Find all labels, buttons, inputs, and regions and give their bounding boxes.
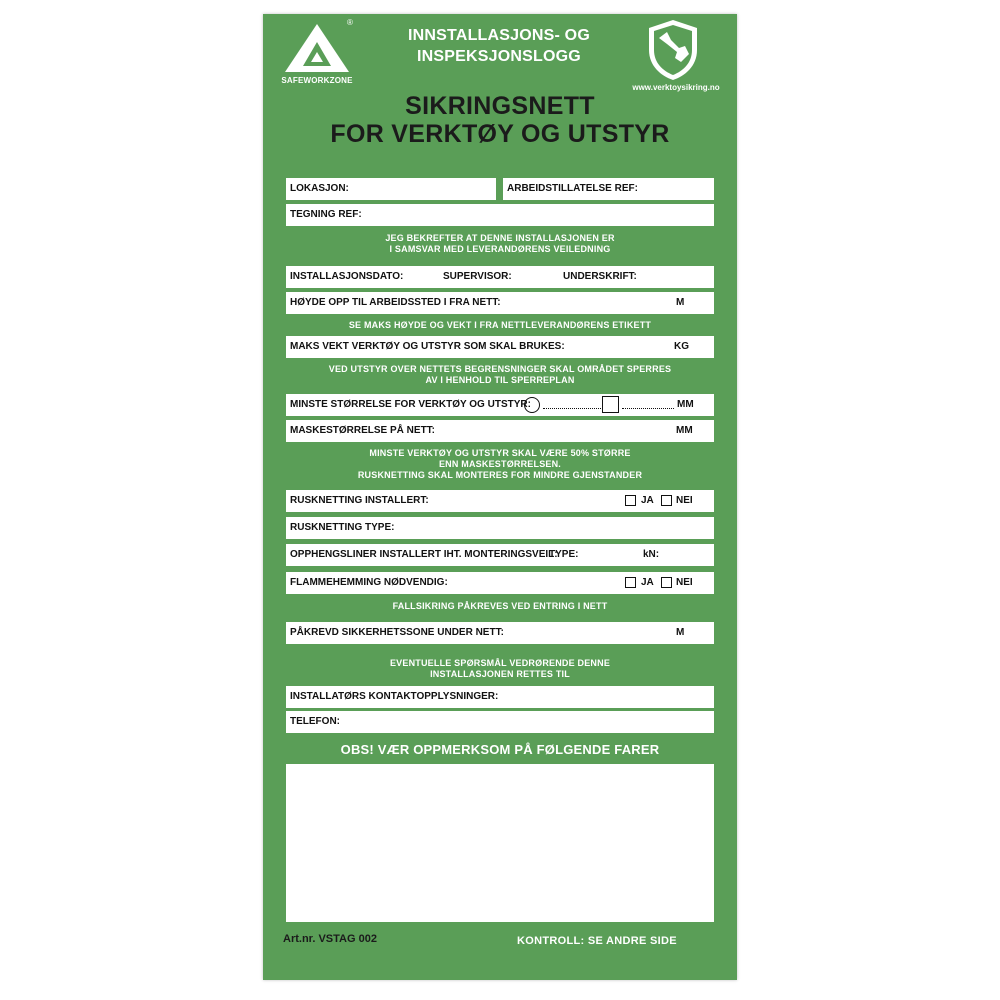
minste-storrelse-field[interactable] [286,394,714,416]
telefon-field[interactable] [286,711,714,733]
square-shape-icon [602,396,619,413]
maks-vekt-field[interactable] [286,336,714,358]
logo-text: SAFEWORKZONE [281,76,353,85]
underskrift-label: UNDERSKRIFT: [563,271,637,282]
main-title [263,92,737,148]
fallsikring-note: FALLSIKRING PÅKREVES VED ENTRING I NETT [392,601,608,611]
lokasjon-field[interactable] [286,178,496,200]
safeworkzone-logo [277,20,357,92]
rusknetting-type-field[interactable] [286,517,714,539]
article-number: Art.nr. VSTAG 002 [283,933,377,945]
kontroll-note: KONTROLL: SE ANDRE SIDE [517,935,677,947]
sikkerhetssone-label: PÅKREVD SIKKERHETSSONE UNDER NETT: [290,627,504,638]
rusknetting-nei-checkbox[interactable] [661,495,672,506]
header-title-line1: INNSTALLASJONS- OG [408,27,590,44]
hoyde-label: HØYDE OPP TIL ARBEIDSSTED I FRA NETT: [290,297,501,308]
main-title-line1: SIKRINGSNETT [405,92,595,120]
triangle-logo-icon [277,20,357,76]
opphengsliner-field[interactable] [286,544,714,566]
kontakt-field[interactable] [286,686,714,708]
maks-hoyde-note: SE MAKS HØYDE OG VEKT I FRA NETTLEVERANDØRENS ETIKETT [348,320,652,330]
installasjonsdato-label: INSTALLASJONSDATO: [290,271,404,282]
hoyde-field[interactable] [286,292,714,314]
flammehemming-nei-label: NEI [676,577,693,588]
maks-vekt-label: MAKS VEKT VERKTØY OG UTSTYR SOM SKAL BRUKES: [290,341,565,352]
opphengsliner-label: OPPHENGSLINER INSTALLERT IHT. MONTERINGSVEIL: [290,549,558,560]
arbeidstillatelse-field[interactable] [503,178,714,200]
hazard-notes-area[interactable] [286,764,714,922]
rusknetting-ja-label: JA [641,495,654,506]
telefon-label: TELEFON: [290,716,340,727]
flammehemming-field [286,572,714,594]
sperres-note [263,364,737,386]
shield-wrench-icon [645,18,701,82]
sikkerhetssone-field[interactable] [286,622,714,644]
flammehemming-nei-checkbox[interactable] [661,577,672,588]
maskestorrelse-unit: MM [676,425,693,436]
arbeidstillatelse-label: ARBEIDSTILLATELSE REF: [507,183,638,194]
minste-note-line1: MINSTE VERKTØY OG UTSTYR SKAL VÆRE 50% STØRRE [369,448,631,458]
maskestorrelse-field[interactable] [286,420,714,442]
circle-shape-icon [524,397,540,413]
supervisor-label: SUPERVISOR: [443,271,512,282]
maks-vekt-unit: KG [674,341,689,352]
sperres-note-line1: VED UTSTYR OVER NETTETS BEGRENSNINGER SKAL OMRÅDET SPERRES [328,364,672,374]
lokasjon-label: LOKASJON: [290,183,349,194]
hoyde-unit: M [676,297,685,308]
type-label: TYPE: [549,549,579,560]
rusknetting-nei-label: NEI [676,495,693,506]
flammehemming-label: FLAMMEHEMMING NØDVENDIG: [290,577,448,588]
installasjonsdato-row[interactable] [286,266,714,288]
sporsmal-note [263,658,737,680]
header-title-line2: INSPEKSJONSLOGG [417,48,581,65]
minste-note [263,448,737,481]
header-title [359,25,639,67]
flammehemming-ja-checkbox[interactable] [625,577,636,588]
sperres-note-line2: AV I HENHOLD TIL SPERREPLAN [425,375,575,385]
registered-mark: ® [347,18,353,27]
sporsmal-note-line1: EVENTUELLE SPØRSMÅL VEDRØRENDE DENNE [389,658,611,668]
kn-label: kN: [643,549,660,560]
minste-note-line3: RUSKNETTING SKAL MONTERES FOR MINDRE GJENSTANDER [357,470,643,480]
minste-note-line2: ENN MASKESTØRRELSEN. [438,459,561,469]
sikkerhetssone-unit: M [676,627,685,638]
minste-storrelse-label: MINSTE STØRRELSE FOR VERKTØY OG UTSTYR: [290,399,531,410]
minste-storrelse-unit: MM [677,399,694,410]
bekrefter-note-line1: JEG BEKREFTER AT DENNE INSTALLASJONEN ER [385,233,615,243]
maskestorrelse-label: MASKESTØRRELSE PÅ NETT: [290,425,436,436]
inspection-tag-card [263,14,737,980]
tegning-field[interactable] [286,204,714,226]
website-url: www.verktoysikring.no [632,83,720,92]
circle-size-input-line[interactable] [543,399,603,409]
rusknetting-type-label: RUSKNETTING TYPE: [290,522,395,533]
obs-heading: OBS! VÆR OPPMERKSOM PÅ FØLGENDE FARER [340,742,660,757]
shield-logo [645,18,701,82]
sporsmal-note-line2: INSTALLASJONEN RETTES TIL [430,669,570,679]
main-title-line2: FOR VERKTØY OG UTSTYR [330,120,670,148]
kontakt-label: INSTALLATØRS KONTAKTOPPLYSNINGER: [290,691,499,702]
tegning-label: TEGNING REF: [290,209,362,220]
bekrefter-note-line2: I SAMSVAR MED LEVERANDØRENS VEILEDNING [389,244,611,254]
square-size-input-line[interactable] [622,399,674,409]
flammehemming-ja-label: JA [641,577,654,588]
rusknetting-ja-checkbox[interactable] [625,495,636,506]
rusknetting-installert-label: RUSKNETTING INSTALLERT: [290,495,429,506]
rusknetting-installert-field [286,490,714,512]
bekrefter-note [263,233,737,255]
